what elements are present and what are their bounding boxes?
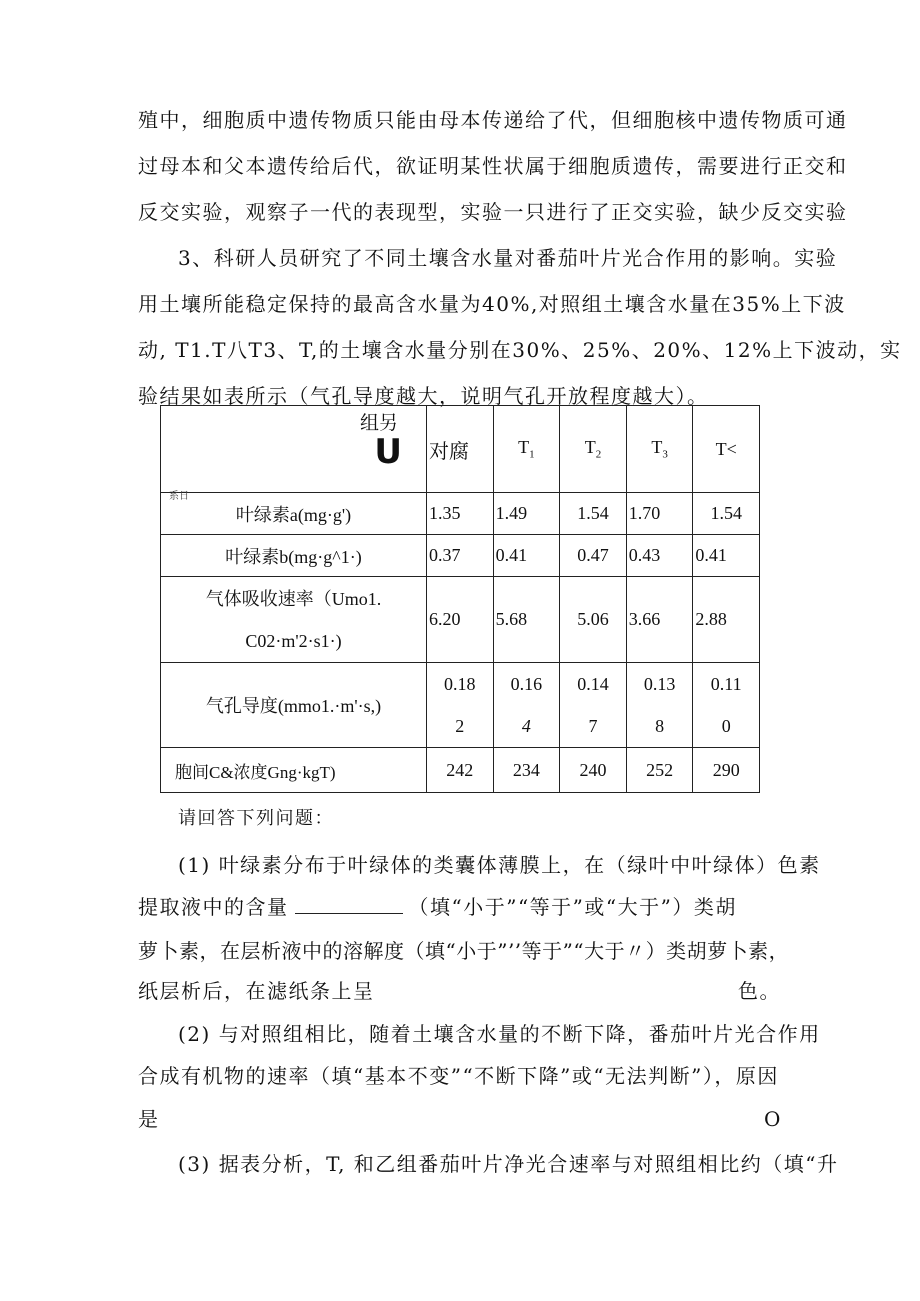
row-name-line: 气体吸收速率（Umo1.: [205, 588, 382, 609]
row-name: 叶绿素b(mg·g^1·): [161, 535, 427, 577]
table-cell: 5.68: [493, 577, 560, 663]
value-bottom: 4: [521, 716, 531, 736]
paragraph-line: 反交实验，观察子一代的表现型，实验一只进行了正交实验，缺少反交实验: [138, 200, 848, 224]
value-top: 0.14: [577, 674, 609, 694]
value-bottom: 0: [721, 716, 731, 736]
table-cell: 1.35: [427, 493, 494, 535]
question-1-line: 萝卜素，在层析液中的溶解度（填“小于”’’等于”“大于〃）类胡萝卜素，: [138, 939, 790, 963]
table-cell: 2.88: [693, 577, 760, 663]
q1-text: （填“小于”“等于”或“大于”）类胡: [408, 895, 737, 919]
question-2-line: 是: [138, 1107, 160, 1131]
value-bottom: 2: [455, 716, 465, 736]
table-row: [161, 748, 760, 793]
question-1-line-end: 色。: [738, 979, 781, 1003]
table-cell: [626, 663, 693, 748]
table-cell: [427, 663, 494, 748]
table-cell: 1.54: [560, 493, 627, 535]
table-cell: 242: [427, 748, 494, 793]
table-row: [161, 535, 760, 577]
paragraph-line: 过母本和父本遗传给后代，欲证明某性状属于细胞质遗传，需要进行正交和: [138, 154, 848, 178]
table-cell: 0.43: [626, 535, 693, 577]
question-1-line: (1) 叶绿素分布于叶绿体的类囊体薄膜上，在（绿叶中叶绿体）色素: [178, 853, 821, 877]
table-cell: 1.54: [693, 493, 760, 535]
table-row: [161, 493, 760, 535]
u-glyph: U: [374, 432, 402, 472]
table-header-row: [161, 406, 760, 493]
paragraph-line: 动, T1.T八T3、T,的土壤含水量分别在30%、25%、20%、12%上下波动，实: [138, 338, 902, 362]
answer-blank[interactable]: [295, 895, 403, 914]
row-name: 胞间C&浓度Gng·kgT): [161, 748, 427, 793]
row-name: 气孔导度(mmo1.·m'·s,): [161, 663, 427, 748]
question-2-line-end: O: [764, 1107, 782, 1131]
value-top: 0.16: [510, 674, 543, 694]
table-cell: 6.20: [427, 577, 494, 663]
value-top: 0.13: [643, 674, 676, 694]
value-top: 0.11: [710, 674, 742, 694]
paragraph-line: 验结果如表所示（气孔导度越大，说明气孔开放程度越大）。: [138, 384, 709, 408]
question-2-line: 合成有机物的速率（填“基本不变”“不断下降”或“无法判断”），原因: [138, 1064, 779, 1088]
paragraph-line: 殖中，细胞质中遗传物质只能由母本传递给了代，但细胞核中遗传物质可通: [138, 108, 848, 132]
table-cell: 1.49: [493, 493, 560, 535]
paragraph-line: 用土壤所能稳定保持的最高含水量为40%,对照组土壤含水量在35%上下波: [138, 292, 846, 316]
table-cell: 0.41: [493, 535, 560, 577]
column-header: 对腐: [427, 406, 494, 493]
table-row: [161, 663, 760, 748]
table-cell: 290: [693, 748, 760, 793]
value-bottom: 8: [655, 716, 665, 736]
question-3-heading: 3、科研人员研究了不同土壤含水量对番茄叶片光合作用的影响。实验: [178, 246, 838, 270]
table-cell: [493, 663, 560, 748]
table-cell: 0.41: [693, 535, 760, 577]
table-cell: 3.66: [626, 577, 693, 663]
table-cell: 5.06: [560, 577, 627, 663]
value-bottom: 7: [588, 716, 598, 736]
table-cell: 234: [493, 748, 560, 793]
question-1-line: [138, 893, 737, 921]
questions-intro: 请回答下列问题：: [178, 808, 334, 829]
value-top: 0.18: [444, 674, 476, 694]
row-name-line: C02·m'2·s1·): [245, 630, 342, 651]
question-2-line: (2) 与对照组相比，随着土壤含水量的不断下降，番茄叶片光合作用: [178, 1022, 821, 1046]
q1-text: 提取液中的含量: [138, 895, 289, 919]
question-1-line: 纸层析后，在滤纸条上呈: [138, 979, 375, 1003]
results-table: [160, 405, 760, 793]
group-label: 组另: [359, 413, 398, 434]
table-cell: [560, 663, 627, 748]
table-cell: 0.47: [560, 535, 627, 577]
column-header: $T_3$: [626, 406, 693, 493]
table-row: [161, 577, 760, 663]
cut-text: 系日: [169, 491, 189, 502]
table-cell: [693, 663, 760, 748]
table-cell: 1.70: [626, 493, 693, 535]
question-3-line: (3) 据表分析，T, 和乙组番茄叶片净光合速率与对照组相比约（填“升: [178, 1152, 839, 1176]
table-cell: 252: [626, 748, 693, 793]
row-name: 叶绿素a(mg·g'): [161, 493, 427, 535]
table-cell: 0.37: [427, 535, 494, 577]
table-cell: 240: [560, 748, 627, 793]
column-header: T<: [693, 406, 760, 493]
row-name: [161, 577, 427, 663]
column-header: $T_2$: [560, 406, 627, 493]
column-header: $T_1$: [493, 406, 560, 493]
header-corner-cell: [161, 406, 427, 502]
